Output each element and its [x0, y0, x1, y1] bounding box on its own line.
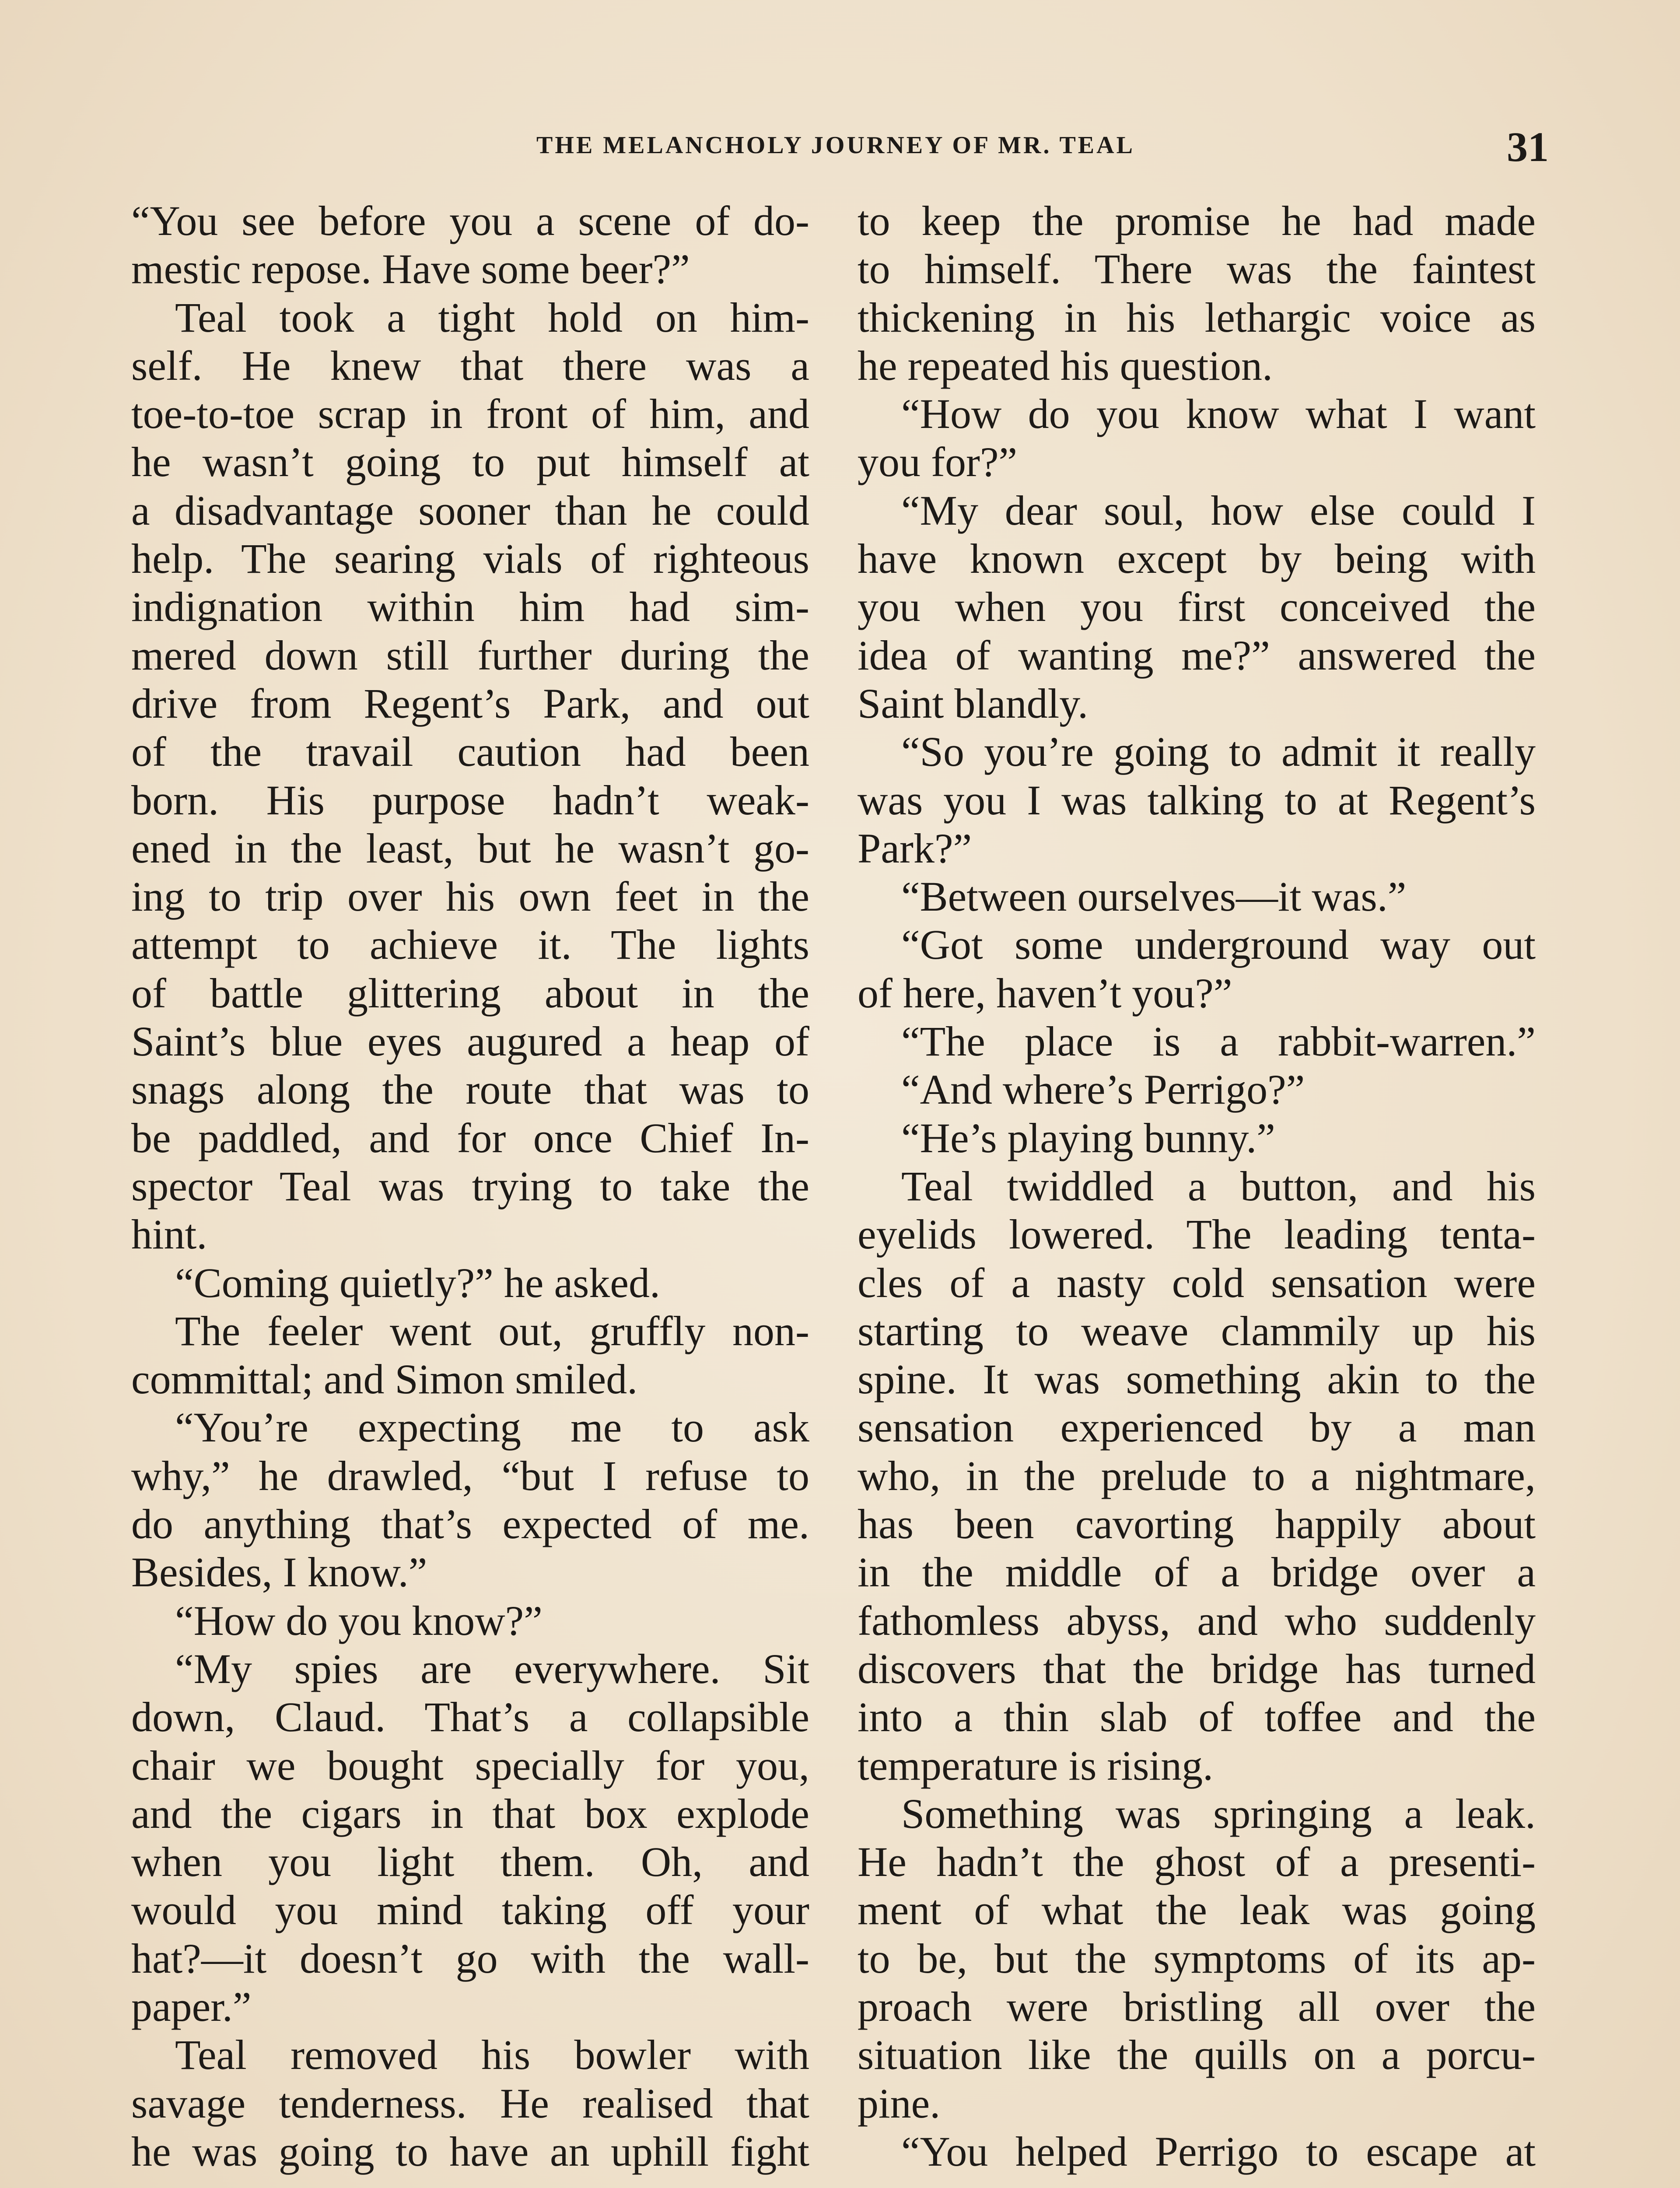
text-line: attempt to achieve it. The lights — [131, 921, 809, 968]
text-line: self. He knew that there was a — [131, 342, 809, 389]
text-line: thickening in his lethargic voice as — [858, 294, 1536, 341]
text-line: mestic repose. Have some beer?” — [131, 245, 690, 293]
text-line: committal; and Simon smiled. — [131, 1356, 638, 1403]
text-line: do anything that’s expected of me. — [131, 1501, 809, 1548]
text-line: situation like the quills on a porcu- — [858, 2031, 1536, 2079]
text-line: cles of a nasty cold sensation were — [858, 1259, 1536, 1306]
text-line: “So you’re going to admit it really — [901, 728, 1536, 775]
text-line: he wasn’t going to put himself at — [131, 438, 809, 486]
text-line: “You see before you a scene of do- — [131, 197, 809, 244]
text-line: spector Teal was trying to take the — [131, 1162, 809, 1210]
text-line: of here, haven’t you?” — [858, 969, 1232, 1017]
text-line: proach were bristling all over the — [858, 1983, 1536, 2030]
text-line: Teal twiddled a button, and his — [901, 1162, 1536, 1210]
text-line: eyelids lowered. The leading tenta- — [858, 1211, 1536, 1258]
left-text-column — [131, 197, 809, 2176]
text-line: and the cigars in that box explode — [131, 1790, 809, 1837]
text-line: he repeated his question. — [858, 342, 1273, 389]
text-line: mered down still further during the — [131, 631, 809, 679]
page-number: 31 — [1507, 123, 1549, 170]
text-line: drive from Regent’s Park, and out — [131, 680, 809, 727]
text-line: has been cavorting happily about — [858, 1501, 1536, 1548]
text-line: into a thin slab of toffee and the — [858, 1694, 1536, 1741]
text-line: temperature is rising. — [858, 1742, 1214, 1789]
text-line: Teal removed his bowler with — [175, 2031, 809, 2079]
text-line: paper.” — [131, 1983, 252, 2030]
text-line: hint. — [131, 1211, 207, 1258]
text-line: chair we bought specially for you, — [131, 1742, 809, 1789]
text-line: pine. — [858, 2079, 941, 2127]
text-line: “Coming quietly?” he asked. — [175, 1259, 661, 1306]
text-line: “And where’s Perrigo?” — [901, 1066, 1305, 1113]
text-line: help. The searing vials of righteous — [131, 535, 809, 582]
text-line: of battle glittering about in the — [131, 969, 809, 1017]
text-line: have known except by being with — [858, 535, 1536, 582]
text-line: starting to weave clammily up his — [858, 1307, 1536, 1354]
text-line: “Between ourselves—it was.” — [901, 873, 1407, 920]
text-line: “How do you know?” — [175, 1597, 542, 1644]
text-line: indignation within him had sim- — [131, 583, 809, 631]
text-line: you for?” — [858, 438, 1018, 486]
text-line: idea of wanting me?” answered the — [858, 631, 1536, 679]
text-line: Saint blandly. — [858, 680, 1088, 727]
text-line: ment of what the leak was going — [858, 1886, 1536, 1934]
text-line: The feeler went out, gruffly non- — [175, 1307, 809, 1354]
text-line: hat?—it doesn’t go with the wall- — [131, 1935, 809, 1982]
text-line: “Got some underground way out — [901, 921, 1536, 968]
text-line: when you light them. Oh, and — [131, 1838, 809, 1886]
text-line: to himself. There was the faintest — [858, 245, 1536, 293]
text-line: to be, but the symptoms of its ap- — [858, 1935, 1536, 1982]
text-line: ing to trip over his own feet in the — [131, 873, 809, 920]
text-line: toe-to-toe scrap in front of him, and — [131, 390, 809, 438]
text-line: Teal took a tight hold on him- — [175, 294, 809, 341]
text-line: would you mind taking off your — [131, 1886, 809, 1934]
text-line: Park?” — [858, 824, 972, 872]
text-line: Saint’s blue eyes augured a heap of — [131, 1018, 809, 1065]
text-line: a disadvantage sooner than he could — [131, 487, 809, 534]
text-line: fathomless abyss, and who suddenly — [858, 1597, 1536, 1644]
text-line: be paddled, and for once Chief In- — [131, 1114, 809, 1161]
text-line: spine. It was something akin to the — [858, 1356, 1536, 1403]
text-line: “He’s playing bunny.” — [901, 1114, 1275, 1161]
text-line: who, in the prelude to a nightmare, — [858, 1452, 1536, 1499]
text-line: born. His purpose hadn’t weak- — [131, 776, 809, 824]
text-line: he was going to have an uphill fight — [131, 2128, 809, 2175]
text-line: in the middle of a bridge over a — [858, 1549, 1536, 1596]
text-line: you when you first conceived the — [858, 583, 1536, 631]
text-line: was you I was talking to at Regent’s — [858, 776, 1536, 824]
text-line: “How do you know what I want — [901, 390, 1536, 438]
text-line: He hadn’t the ghost of a presenti- — [858, 1838, 1536, 1886]
text-line: “The place is a rabbit-warren.” — [901, 1018, 1536, 1065]
text-line: “My dear soul, how else could I — [901, 487, 1536, 534]
text-line: to keep the promise he had made — [858, 197, 1536, 244]
text-line: savage tenderness. He realised that — [131, 2079, 809, 2127]
text-line: “You helped Perrigo to escape at — [901, 2128, 1536, 2175]
text-line: why,” he drawled, “but I refuse to — [131, 1452, 809, 1499]
text-line: ened in the least, but he wasn’t go- — [131, 824, 809, 872]
text-line: Something was springing a leak. — [901, 1790, 1536, 1837]
text-line: of the travail caution had been — [131, 728, 809, 775]
right-text-column — [858, 197, 1536, 2176]
text-line: discovers that the bridge has turned — [858, 1645, 1536, 1692]
text-line: sensation experienced by a man — [858, 1404, 1536, 1451]
running-title: THE MELANCHOLY JOURNEY OF MR. TEAL — [536, 132, 1135, 159]
text-line: Besides, I know.” — [131, 1549, 427, 1596]
text-line: snags along the route that was to — [131, 1066, 809, 1113]
text-line: “You’re expecting me to ask — [175, 1404, 809, 1451]
text-line: “My spies are everywhere. Sit — [175, 1645, 809, 1692]
text-line: down, Claud. That’s a collapsible — [131, 1694, 809, 1741]
